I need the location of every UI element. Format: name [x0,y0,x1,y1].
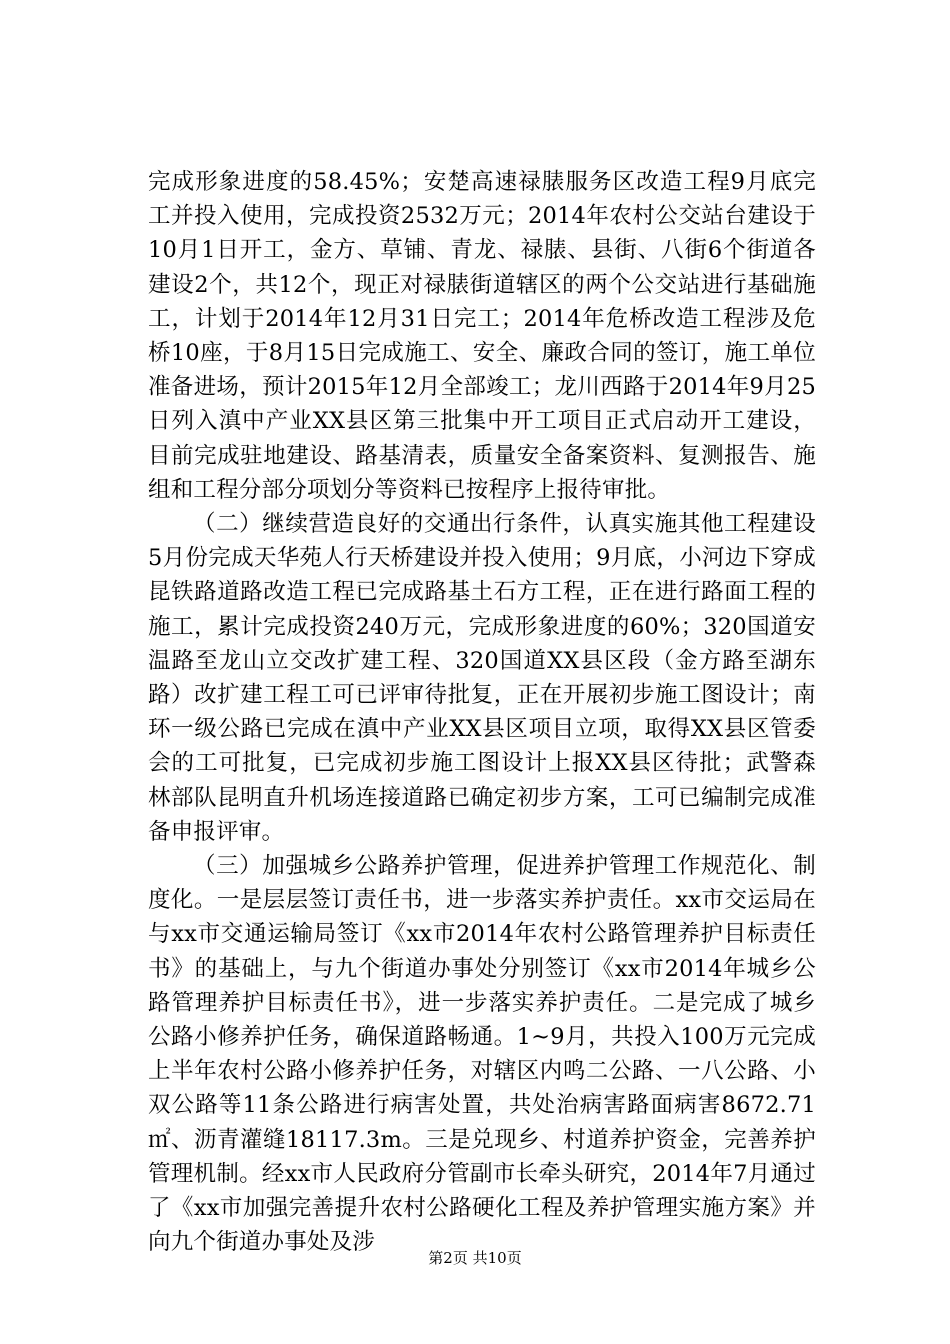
paragraph-section-3: （三）加强城乡公路养护管理，促进养护管理工作规范化、制度化。一是层层签订责任书，进一步落实养护责任。xx市交运局在与xx市交通运输局签订《xx市2014年农村公路管理养护目标责任书》的基础上，与九个街道办事处分别签订《xx市2014年城乡公路管理养护目标责任书》，进一步落实养护责任。二是完成了城乡公路小修养护任务，确保道路畅通。1~9月，共投入100万元完成上半年农村公路小修养护任务，对辖区内鸣二公路、一八公路、小双公路等11条公路进行病害处置，共处治病害路面病害8672.71㎡、沥青灌缝18117.3m。三是兑现乡、村道养护资金，完善养护管理机制。经xx市人民政府分管副市长牵头研究，2014年7月通过了《xx市加强完善提升农村公路硬化工程及养护管理实施方案》并向九个街道办事处及涉 [148,853,816,1256]
paragraph-section-2: （二）继续营造良好的交通出行条件，认真实施其他工程建设5月份完成天华苑人行天桥建设并投入使用；9月底，小河边下穿成昆铁路道路改造工程已完成路基土石方工程，正在进行路面工程的施工，累计完成投资240万元，完成形象进度的60%；320国道安温路至龙山立交改扩建工程、320国道XX县区段（金方路至湖东路）改扩建工程工可已评审待批复，正在开展初步施工图设计；南环一级公路已完成在滇中产业XX县区项目立项，取得XX县区管委会的工可批复，已完成初步施工图设计上报XX县区待批；武警森林部队昆明直升机场连接道路已确定初步方案，工可已编制完成准备申报评审。 [148,511,816,845]
page-footer: 第2页 共10页 [428,1249,522,1267]
document-body [148,165,816,1260]
paragraph-continued: 完成形象进度的58.45%；安楚高速禄脿服务区改造工程9月底完工并投入使用，完成投资2532万元；2014年农村公交站台建设于10月1日开工，金方、草铺、青龙、禄脿、县街、八街6个街道各建设2个，共12个，现正对禄脿街道辖区的两个公交站进行基础施工，计划于2014年12月31日完工；2014年危桥改造工程涉及危桥10座，于8月15日完成施工、安全、廉政合同的签订，施工单位准备进场，预计2015年12月全部竣工；龙川西路于2014年9月25日列入滇中产业XX县区第三批集中开工项目正式启动开工建设，目前完成驻地建设、路基清表，质量安全备案资料、复测报告、施组和工程分部分项划分等资料已按程序上报待审批。 [148,169,816,503]
